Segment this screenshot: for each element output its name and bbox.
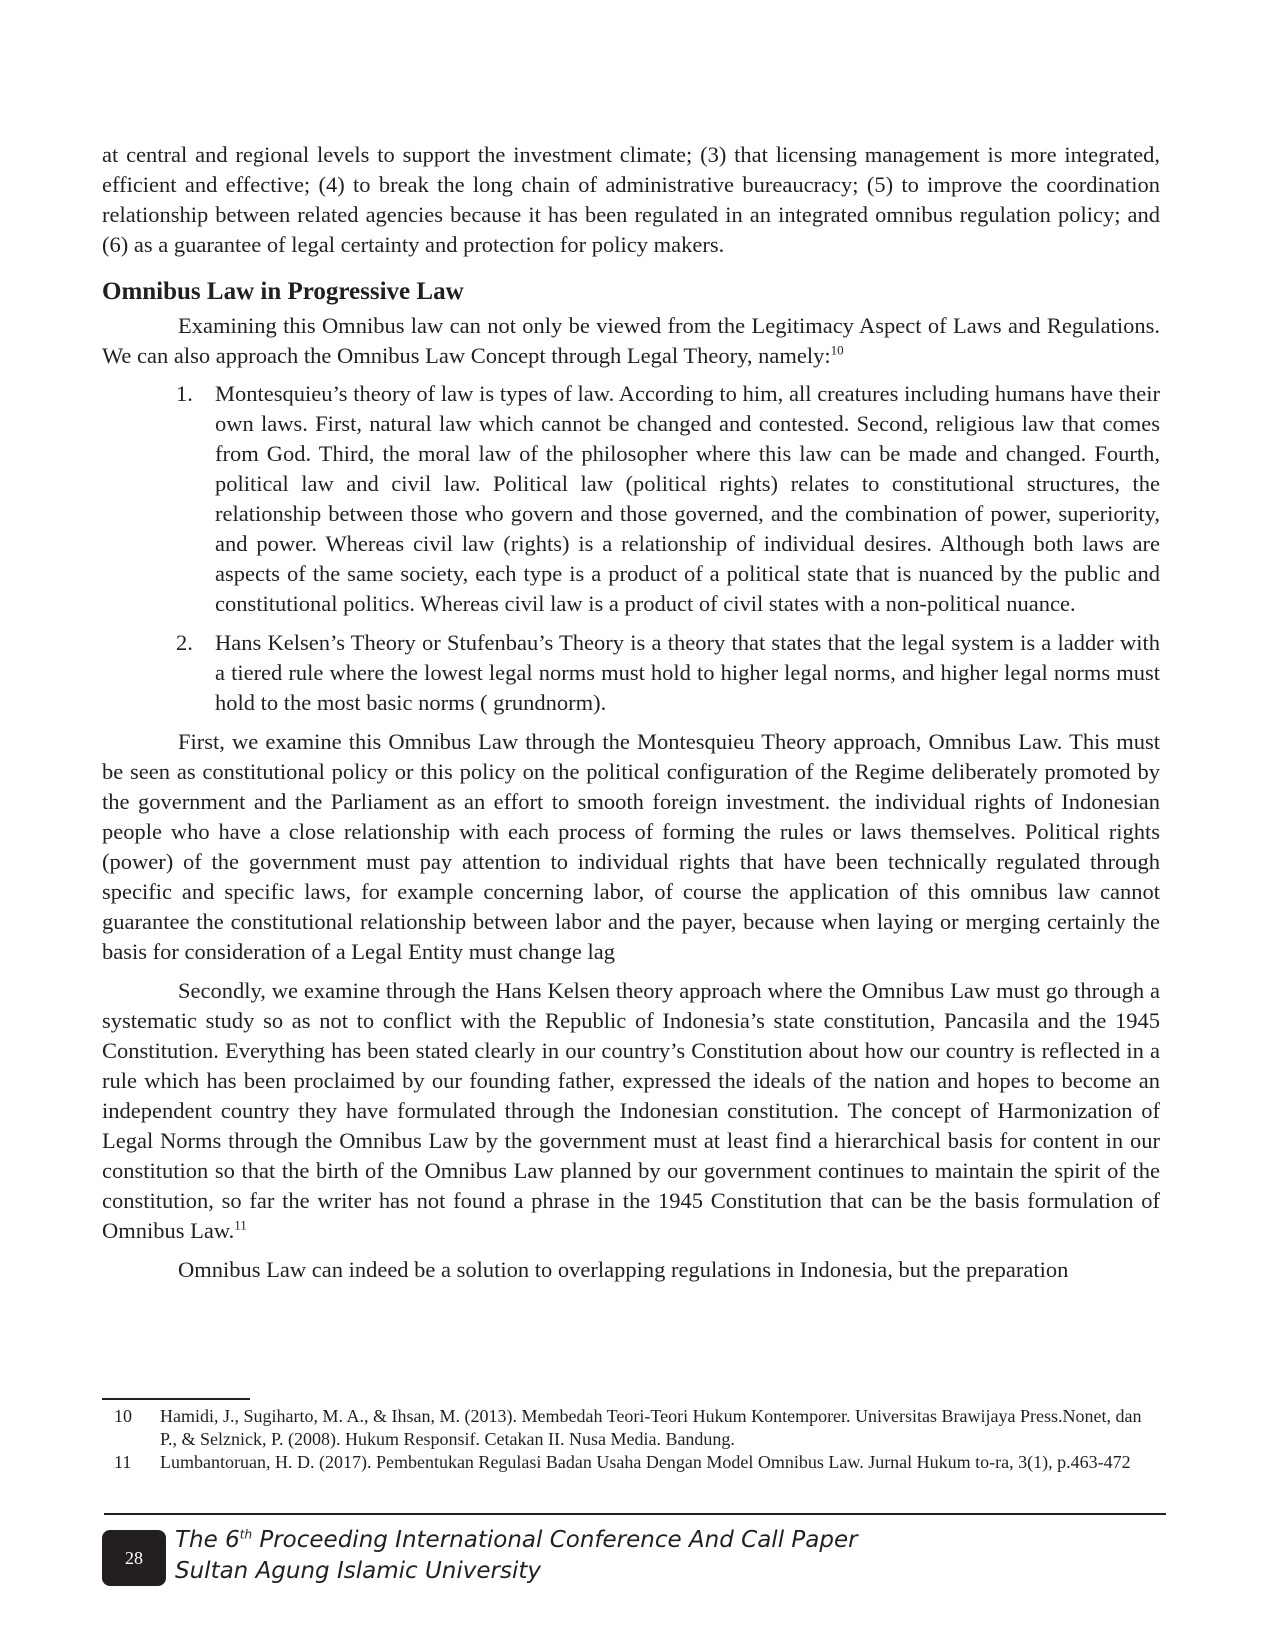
footnote-divider: [102, 1398, 250, 1400]
footnote-ref-11[interactable]: 11: [234, 1217, 247, 1233]
list-item: [102, 379, 1160, 619]
footnote-text: Hamidi, J., Sugiharto, M. A., & Ihsan, M. (2013). Membedah Teori-Teori Hukum Kontemporer. Universitas Brawijaya Press.Nonet, dan P., & Selznick, P. (2008). Hukum Responsif. Cetakan II. Nusa Media. Bandung.: [160, 1406, 1142, 1449]
footnote-number: 10: [114, 1406, 132, 1426]
footnote-11: [102, 1451, 1160, 1474]
footnote-number: 11: [114, 1452, 132, 1472]
paragraph-conclusion: Omnibus Law can indeed be a solution to overlapping regulations in Indonesia, but the preparation: [178, 1257, 1069, 1282]
footnote-10: [102, 1405, 1160, 1451]
footer-line-1: [175, 1525, 858, 1556]
section-heading: Omnibus Law in Progressive Law: [102, 278, 464, 305]
list-item: [102, 628, 1160, 718]
page-number: 28: [125, 1547, 143, 1568]
paragraph-montesquieu: First, we examine this Omnibus Law through the Montesquieu Theory approach, Omnibus Law. This must be seen as constitutional policy or this policy on the political configuration of the Regime deliberately promoted by the government and the Parliament as an effort to smooth foreign investment. the individual rights of Indonesian people who have a close relationship with each process of forming the rules or laws themselves. Political rights (power) of the government must pay attention to individual rights that have been technically regulated through specific and specific laws, for example concerning labor, of course the application of this omnibus law cannot guarantee the constitutional relationship between labor and the payer, because when laying or merging certainly the basis for consideration of a Legal Entity must change lag: [102, 729, 1160, 964]
footnote-ref-10[interactable]: 10: [830, 342, 844, 358]
list-item-text: Montesquieu’s theory of law is types of law. According to him, all creatures including humans have their own laws. First, natural law which cannot be changed and contested. Second, religious law that comes from God. Third, the moral law of the philosopher where this law can be made and changed. Fourth, political law and civil law. Political law (political rights) relates to constitutional structures, the relationship between those who govern and those governed, and the combination of power, superiority, and power. Whereas civil law (rights) is a relationship of individual desires. Although both laws are aspects of the same society, each type is a product of a political state that is nuanced by the public and constitutional politics. Whereas civil law is a product of civil states with a non-political nuance.: [215, 381, 1160, 616]
paragraph-kelsen-text: Secondly, we examine through the Hans Kelsen theory approach where the Omnibus Law must go through a systematic study so as not to conflict with the Republic of Indonesia’s state constitution, Pancasila and the 1945 Constitution. Everything has been stated clearly in our country’s Constitution about how our country is reflected in a rule which has been proclaimed by our founding father, expressed the ideals of the nation and hopes to become an independent country they have formulated through the Indonesian constitution. The concept of Harmonization of Legal Norms through the Omnibus Law by the government must at least find a hierarchical basis for content in our constitution so that the birth of the Omnibus Law planned by our government continues to maintain the spirit of the constitution, so far the writer has not found a phrase in the 1945 Constitution that can be the basis formulation of Omnibus Law.: [102, 978, 1160, 1243]
page-number-badge: [102, 1530, 166, 1586]
footer-line-1-prefix: The 6: [175, 1527, 240, 1553]
lead-paragraph: [102, 311, 1160, 371]
footer-title: [175, 1525, 858, 1587]
theory-list: [102, 379, 1160, 718]
footer-line-1-suffix: Proceeding International Conference And Call Paper: [252, 1527, 858, 1553]
lead-paragraph-text: Examining this Omnibus law can not only be viewed from the Legitimacy Aspect of Laws and Regulations. We can also approach the Omnibus Law Concept through Legal Theory, namely:: [102, 313, 1160, 368]
footnotes: [102, 1405, 1160, 1474]
page-body: [102, 140, 1160, 1285]
footer-divider: [104, 1513, 1166, 1515]
list-item-number: 2.: [176, 630, 193, 655]
footer-line-2: Sultan Agung Islamic University: [175, 1558, 541, 1584]
list-item-text: Hans Kelsen’s Theory or Stufenbau’s Theory is a theory that states that the legal system is a ladder with a tiered rule where the lowest legal norms must hold to higher legal norms, and higher legal norms must hold to the most basic norms ( grundnorm).: [215, 630, 1160, 715]
list-item-number: 1.: [176, 381, 193, 406]
intro-paragraph: at central and regional levels to support the investment climate; (3) that licensing management is more integrated, efficient and effective; (4) to break the long chain of administrative bureaucracy; (5) to improve the coordination relationship between related agencies because it has been regulated in an integrated omnibus regulation policy; and (6) as a guarantee of legal certainty and protection for policy makers.: [102, 142, 1160, 257]
paragraph-kelsen: [102, 976, 1160, 1246]
footnote-text: Lumbantoruan, H. D. (2017). Pembentukan Regulasi Badan Usaha Dengan Model Omnibus Law. Jurnal Hukum to-ra, 3(1), p.463-472: [160, 1452, 1131, 1472]
footer-line-1-ordinal: th: [239, 1527, 253, 1542]
